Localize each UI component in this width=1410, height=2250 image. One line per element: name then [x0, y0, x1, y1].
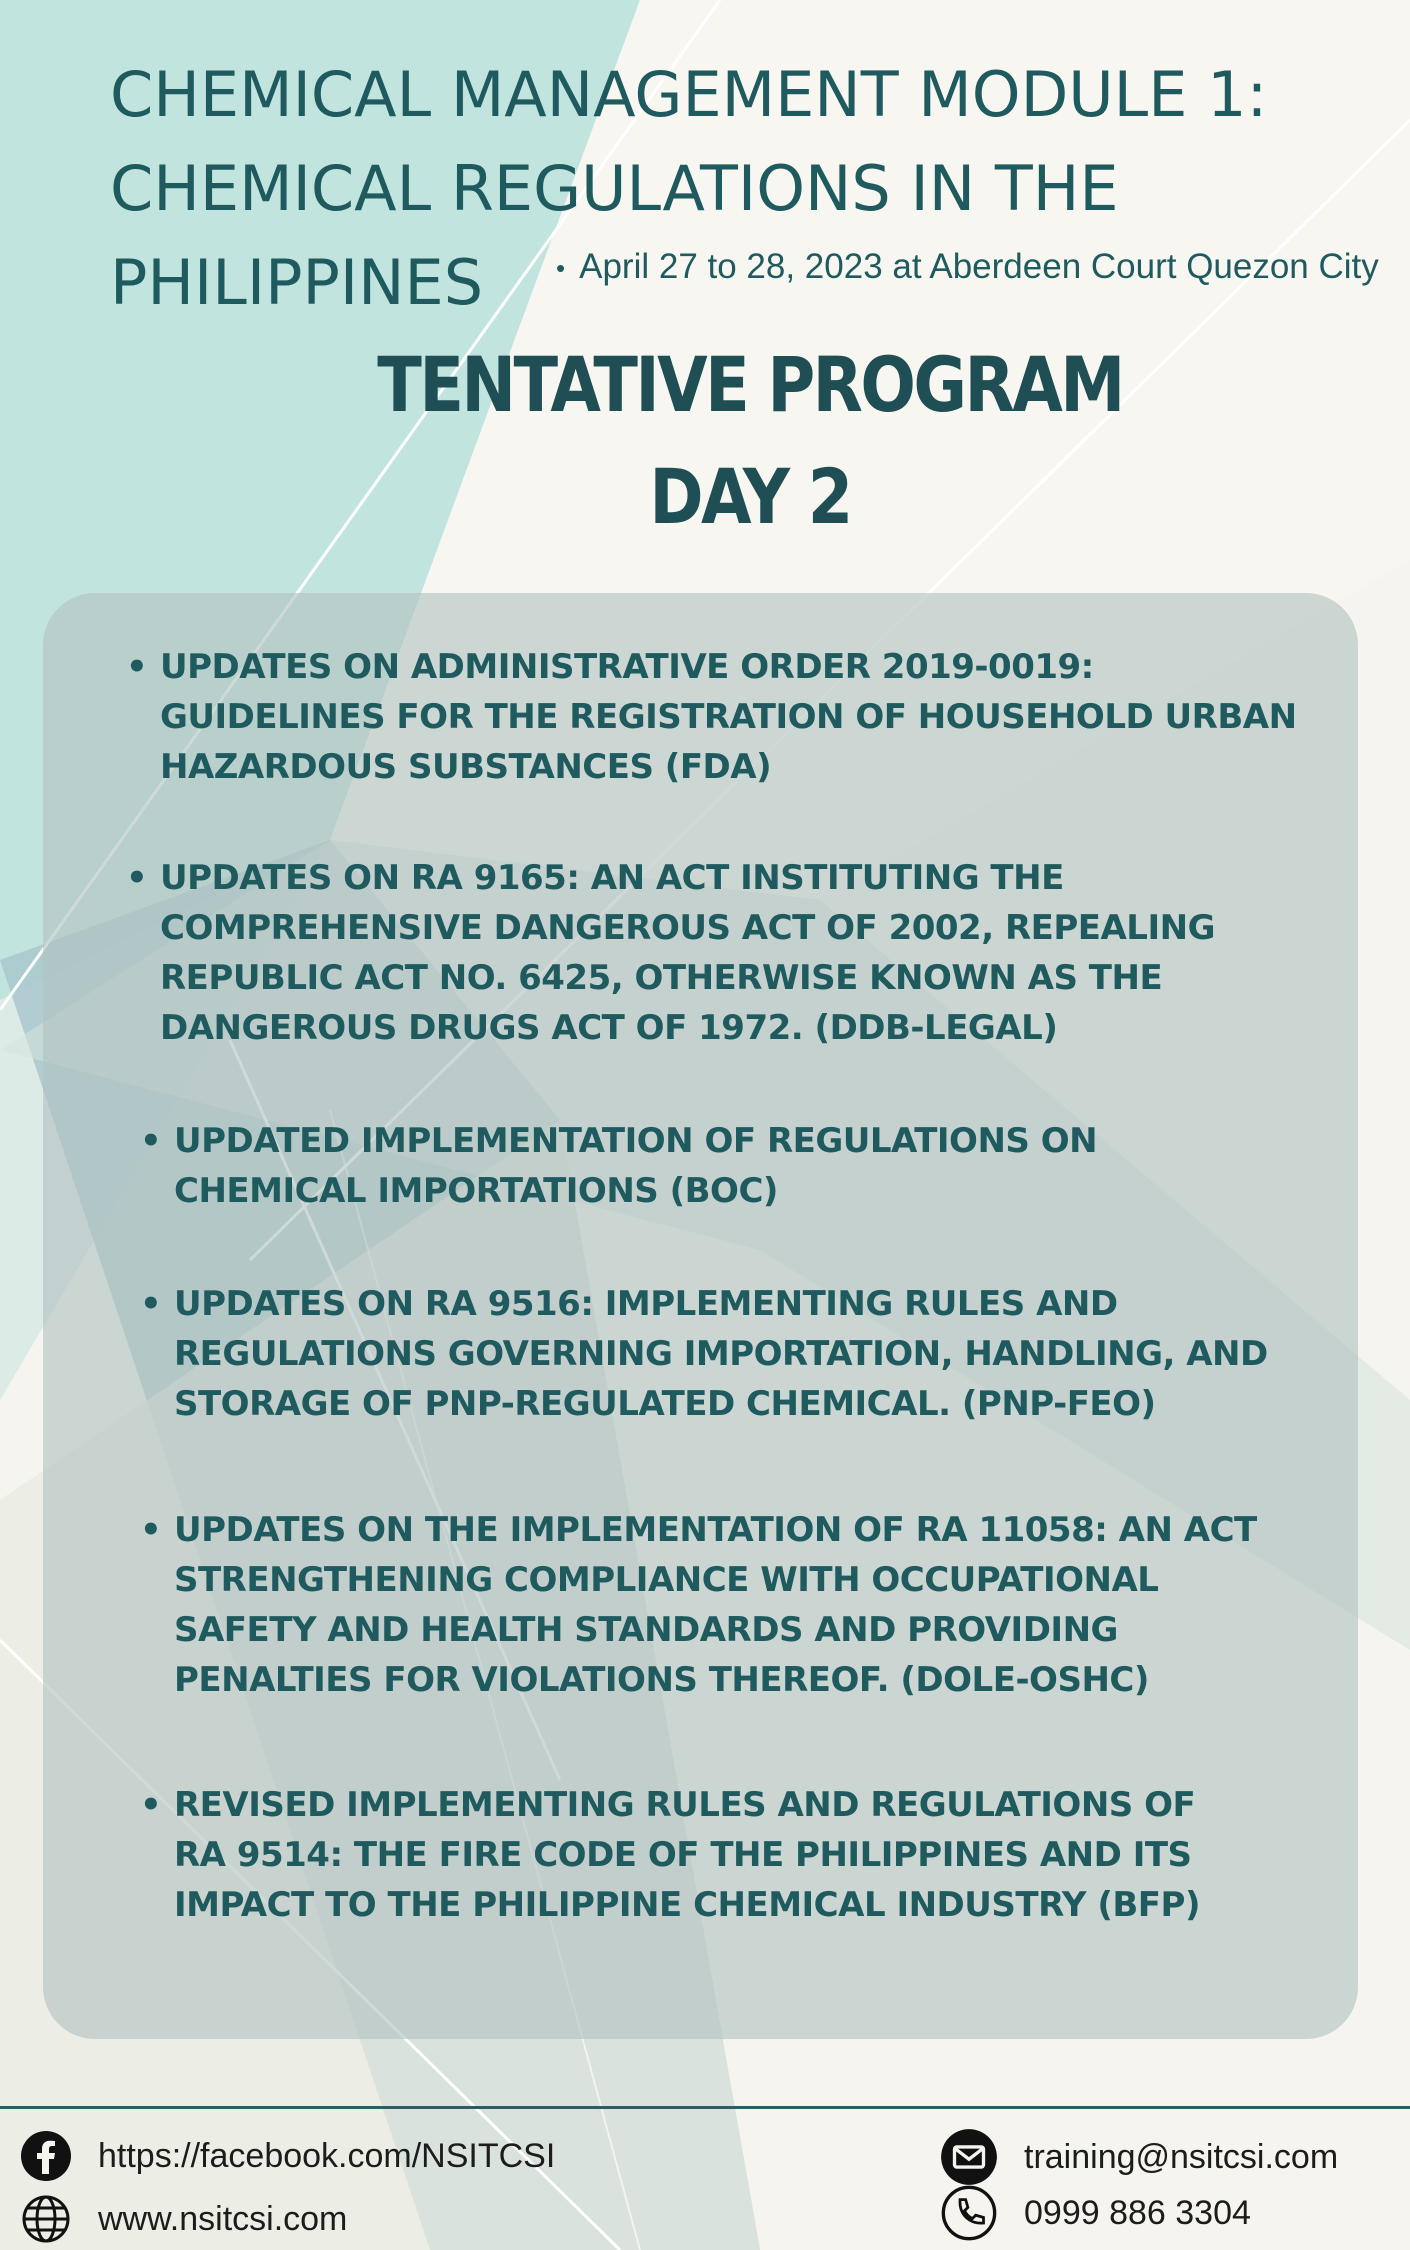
title-line: CHEMICAL REGULATIONS IN THE	[110, 152, 1119, 225]
email-link[interactable]: training@nsitcsi.com	[1024, 2137, 1339, 2176]
agenda-line: STRENGTHENING COMPLIANCE WITH OCCUPATIONAL	[174, 1560, 1159, 1600]
agenda-line: REPUBLIC ACT NO. 6425, OTHERWISE KNOWN AS THE	[160, 958, 1163, 998]
agenda-item	[126, 642, 1297, 792]
agenda-line: STORAGE OF PNP-REGULATED CHEMICAL. (PNP-FEO)	[174, 1384, 1156, 1424]
bullet-icon: •	[126, 647, 148, 687]
agenda-line: COMPREHENSIVE DANGEROUS ACT OF 2002, REPEALING	[160, 908, 1215, 948]
agenda-line: HAZARDOUS SUBSTANCES (FDA)	[160, 747, 772, 787]
website-contact[interactable]	[20, 2193, 347, 2245]
agenda-line: REGULATIONS GOVERNING IMPORTATION, HANDLING, AND	[174, 1334, 1268, 1374]
phone-icon	[940, 2184, 998, 2242]
agenda-line: GUIDELINES FOR THE REGISTRATION OF HOUSEHOLD URBAN	[160, 697, 1297, 737]
agenda-line: UPDATES ON ADMINISTRATIVE ORDER 2019-0019:	[160, 647, 1094, 687]
agenda-item	[140, 1279, 1268, 1429]
agenda-line: DANGEROUS DRUGS ACT OF 1972. (DDB-LEGAL)	[160, 1008, 1058, 1048]
agenda-item	[140, 1116, 1098, 1216]
facebook-icon	[20, 2130, 72, 2182]
agenda-line: PENALTIES FOR VIOLATIONS THEREOF. (DOLE-OSHC)	[174, 1660, 1149, 1700]
agenda-item	[126, 853, 1215, 1053]
event-date-text: April 27 to 28, 2023 at Aberdeen Court Quezon City	[579, 247, 1379, 286]
bullet-icon: •	[140, 1510, 162, 1550]
agenda-line: UPDATES ON THE IMPLEMENTATION OF RA 11058: AN ACT	[174, 1510, 1257, 1550]
page-title	[110, 48, 1370, 330]
bullet-icon: •	[140, 1121, 162, 1161]
event-date	[556, 247, 1379, 287]
phone-contact[interactable]	[940, 2184, 1251, 2242]
phone-number[interactable]: 0999 886 3304	[1024, 2193, 1251, 2232]
agenda-line: UPDATES ON RA 9516: IMPLEMENTING RULES AND	[174, 1284, 1118, 1324]
agenda-line: SAFETY AND HEALTH STANDARDS AND PROVIDING	[174, 1610, 1118, 1650]
program-heading: TENTATIVE PROGRAM	[377, 340, 1123, 429]
agenda-line: UPDATED IMPLEMENTATION OF REGULATIONS ON	[174, 1121, 1098, 1161]
bullet-icon: •	[126, 858, 148, 898]
title-line: PHILIPPINES	[110, 246, 484, 319]
agenda-line: IMPACT TO THE PHILIPPINE CHEMICAL INDUSTRY (BFP)	[174, 1885, 1200, 1925]
title-line: CHEMICAL MANAGEMENT MODULE 1:	[110, 58, 1268, 131]
website-link[interactable]: www.nsitcsi.com	[98, 2199, 348, 2238]
program-day: DAY 2	[649, 452, 851, 541]
email-contact[interactable]	[940, 2128, 1338, 2186]
facebook-contact[interactable]	[20, 2130, 555, 2182]
bullet-icon: •	[140, 1284, 162, 1324]
mail-icon	[940, 2128, 998, 2186]
globe-icon	[20, 2193, 72, 2245]
agenda-line: UPDATES ON RA 9165: AN ACT INSTITUTING THE	[160, 858, 1064, 898]
agenda-line: REVISED IMPLEMENTING RULES AND REGULATIONS OF	[174, 1785, 1196, 1825]
bullet-icon: •	[140, 1785, 162, 1825]
agenda-item	[140, 1780, 1200, 1930]
bullet-icon: •	[556, 253, 566, 284]
agenda-item	[140, 1505, 1257, 1705]
agenda-line: RA 9514: THE FIRE CODE OF THE PHILIPPINES AND ITS	[174, 1835, 1192, 1875]
footer-divider	[0, 2106, 1410, 2109]
agenda-line: CHEMICAL IMPORTATIONS (BOC)	[174, 1171, 778, 1211]
facebook-link[interactable]: https://facebook.com/NSITCSI	[98, 2136, 556, 2175]
